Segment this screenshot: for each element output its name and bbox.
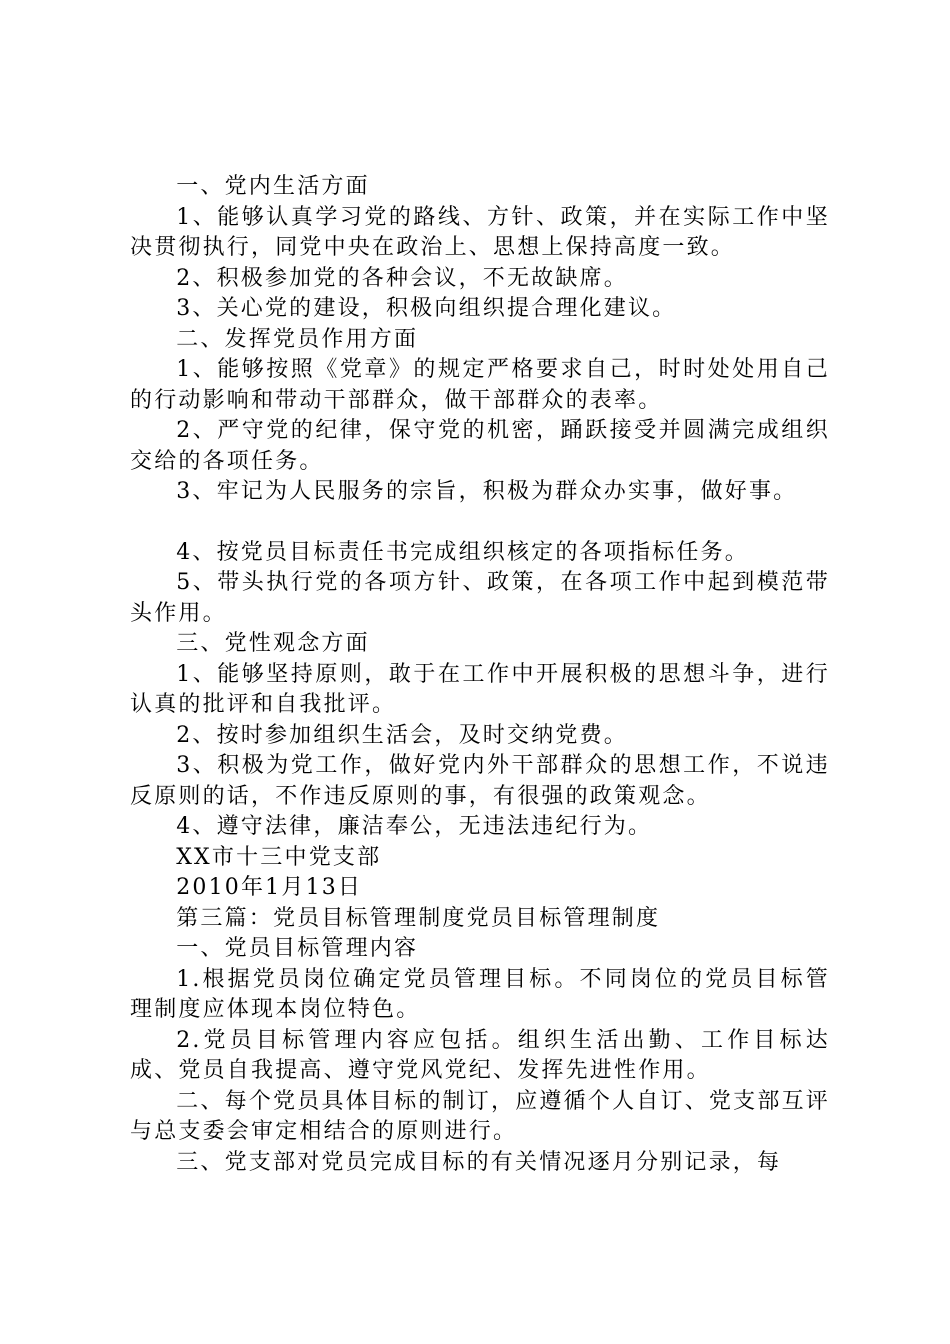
heading-management-content: 一、党员目标管理内容 (176, 936, 419, 961)
signature-date: 2010年1月13日 (176, 875, 363, 900)
paragraph: 3、积极为党工作，做好党内外干部群众的思想工作，不说违反原则的话，不作违反原则的事，有很强的政策观念。 (130, 753, 830, 809)
paragraph: 4、遵守法律，廉洁奉公，无违法违纪行为。 (176, 814, 653, 839)
paragraph: 1、能够认真学习党的路线、方针、政策，并在实际工作中坚决贯彻执行，同党中央在政治上、思想上保持高度一致。 (130, 204, 830, 260)
paragraph: 2、按时参加组织生活会，及时交纳党费。 (176, 722, 628, 748)
signature-organization: XX市十三中党支部 (176, 844, 382, 870)
paragraph: 2、严守党的纪律，保守党的机密，踊跃接受并圆满完成组织交给的各项任务。 (130, 418, 830, 474)
paragraph: 二、每个党员具体目标的制订，应遵循个人自订、党支部互评与总支委会审定相结合的原则进行。 (130, 1088, 830, 1144)
paragraph: 3、牢记为人民服务的宗旨，积极为群众办实事，做好事。 (176, 479, 798, 504)
heading-party-spirit: 三、党性观念方面 (176, 631, 370, 656)
paragraph: 4、按党员目标责任书完成组织核定的各项指标任务。 (176, 539, 749, 565)
section-title: 第三篇：党员目标管理制度党员目标管理制度 (176, 905, 661, 931)
paragraph: 1、能够按照《党章》的规定严格要求自己，时时处处用自己的行动影响和带动干部群众，做干部群众的表率。 (130, 357, 830, 413)
paragraph: 1、能够坚持原则，敢于在工作中开展积极的思想斗争，进行认真的批评和自我批评。 (130, 661, 830, 717)
paragraph: 1.根据党员岗位确定党员管理目标。不同岗位的党员目标管理制度应体现本岗位特色。 (130, 966, 830, 1022)
paragraph: 2、积极参加党的各种会议，不无故缺席。 (176, 265, 628, 291)
heading-party-life: 一、党内生活方面 (176, 174, 370, 199)
paragraph: 5、带头执行党的各项方针、政策，在各项工作中起到模范带头作用。 (130, 570, 830, 626)
paragraph: 3、关心党的建设，积极向组织提合理化建议。 (176, 296, 677, 321)
document-page (130, 172, 830, 1178)
heading-member-role: 二、发挥党员作用方面 (176, 326, 419, 352)
paragraph: 三、党支部对党员完成目标的有关情况逐月分别记录，每 (176, 1149, 782, 1175)
paragraph: 2.党员目标管理内容应包括。组织生活出勤、工作目标达成、党员自我提高、遵守党风党纪、发挥先进性作用。 (130, 1027, 830, 1083)
